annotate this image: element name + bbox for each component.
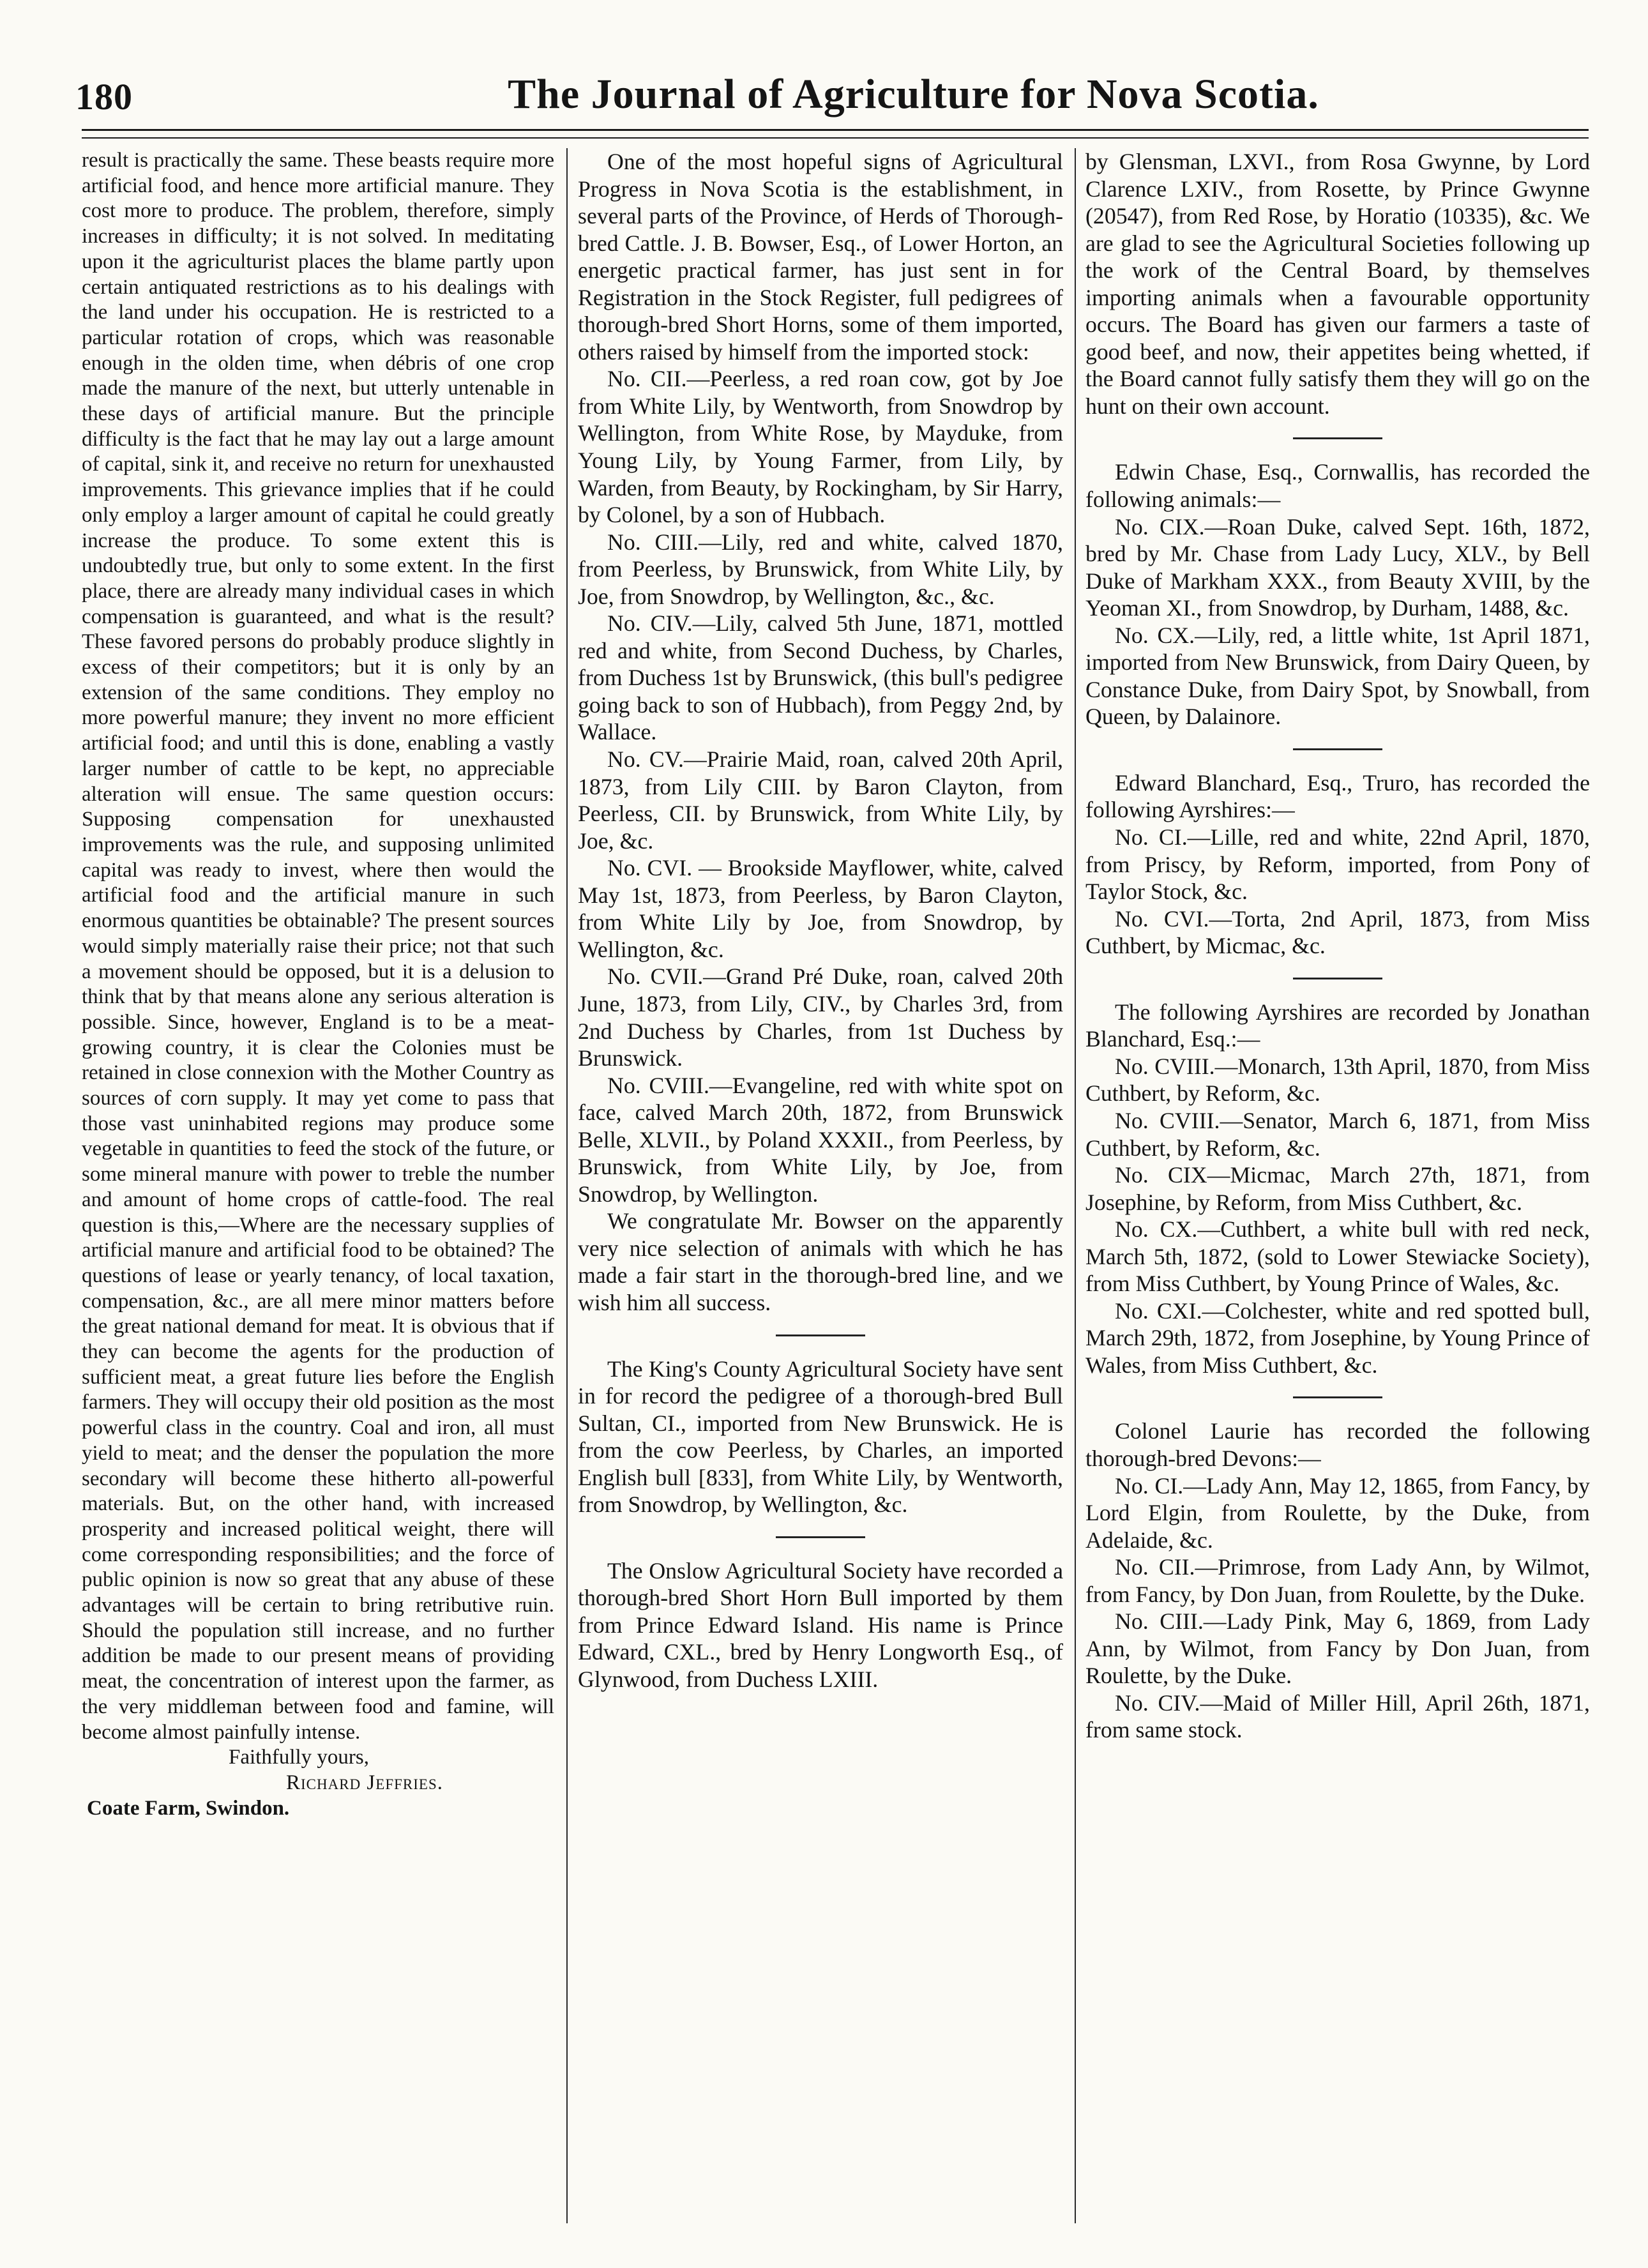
paragraph: The King's County Agricultural Society have sent in for record the pedigree of a thorough-bred Bull Sultan, CI., imported from New Brunswick. He is from the cow Peerless, by Charles, an imported English bull [833], from White Lily, by Wentworth, from Snowdrop, by Wellington, &c. bbox=[578, 1356, 1063, 1518]
letter-closing: Faithfully yours, bbox=[229, 1746, 369, 1769]
pedigree-entry: No. CVI.—Torta, 2nd April, 1873, from Miss Cuthbert, by Micmac, &c. bbox=[1085, 905, 1590, 959]
column-right bbox=[1085, 148, 1590, 2230]
pedigree-entry: No. CI.—Lady Ann, May 12, 1865, from Fancy, by Lord Elgin, from Roulette, by the Duke, from Adelaide, &c. bbox=[1085, 1472, 1590, 1553]
pedigree-entry: No. CIII.—Lily, red and white, calved 1870, from Peerless, by Brunswick, from White Lily, by Joe, from Snowdrop, by Wellington, &c., &c. bbox=[578, 529, 1063, 609]
pedigree-entry: No. CV.—Prairie Maid, roan, calved 20th April, 1873, from Lily CIII. by Baron Clayton, from Peerless, CII. by Brunswick, from White Lily, by Joe, &c. bbox=[578, 746, 1063, 854]
letter-place: Coate Farm, Swindon. bbox=[87, 1796, 290, 1820]
column-divider-left bbox=[566, 148, 568, 2223]
page-number: 180 bbox=[75, 76, 133, 117]
paragraph: Edward Blanchard, Esq., Truro, has recorded the following Ayrshires:— bbox=[1085, 769, 1590, 823]
pedigree-entry: No. CIX—Micmac, March 27th, 1871, from Josephine, by Reform, from Miss Cuthbert, &c. bbox=[1085, 1162, 1590, 1215]
pedigree-entry: No. CXI.—Colchester, white and red spotted bull, March 29th, 1872, from Josephine, by Young Prince of Wales, from Miss Cuthbert, &c. bbox=[1085, 1297, 1590, 1378]
paragraph: We congratulate Mr. Bowser on the apparently very nice selection of animals with which he has made a fair start in the thorough-bred line, and we wish him all success. bbox=[578, 1208, 1063, 1315]
pedigree-entry: No. CX.—Cuthbert, a white bull with red neck, March 5th, 1872, (sold to Lower Stewiacke Society), from Miss Cuthbert, by Young Prince of Wales, &c. bbox=[1085, 1216, 1590, 1297]
pedigree-entry: No. CI.—Lille, red and white, 22nd April, 1870, from Priscy, by Reform, imported, from Pony of Taylor Stock, &c. bbox=[1085, 824, 1590, 905]
pedigree-entry: No. CVIII.—Evangeline, red with white spot on face, calved March 20th, 1872, from Brunswick Belle, XLVII., by Poland XXXII., from Peerless, by Brunswick, from White Lily, by Joe, from Snowdrop, by Wellington. bbox=[578, 1072, 1063, 1207]
pedigree-entry: No. CIV.—Maid of Miller Hill, April 26th, 1871, from same stock. bbox=[1085, 1690, 1590, 1743]
pedigree-entry: No. CX.—Lily, red, a little white, 1st April 1871, imported from New Brunswick, from Dairy Queen, by Constance Duke, from Dairy Spot, by Snowball, from Queen, by Dalainore. bbox=[1085, 622, 1590, 730]
section-rule bbox=[1293, 1396, 1382, 1398]
pedigree-entry: No. CVIII.—Monarch, 13th April, 1870, from Miss Cuthbert, by Reform, &c. bbox=[1085, 1053, 1590, 1107]
section-rule bbox=[1293, 437, 1382, 439]
section-rule bbox=[1293, 978, 1382, 979]
pedigree-entry: No. CVIII.—Senator, March 6, 1871, from Miss Cuthbert, by Reform, &c. bbox=[1085, 1107, 1590, 1161]
paragraph: Colonel Laurie has recorded the following thorough-bred Devons:— bbox=[1085, 1418, 1590, 1471]
letter-signature: Richard Jeffries. bbox=[286, 1771, 443, 1794]
letter-body: result is practically the same. These beasts require more artificial food, and hence more artificial manure. They cost more to produce. The problem, therefore, simply increases in difficulty; it is not solved. In meditating upon it the agriculturist places the blame partly upon certain antiquated restrictions as to his dealings with the land under his occupation. He is restricted to a particular rotation of crops, which was reasonable enough in the olden time, when débris of one crop made the manure of the next, but utterly untenable in these days of artificial manure. But the principle difficulty is the fact that he may lay out a large amount of capital, sink it, and receive no return for unexhausted improvements. This grievance implies that if he could only employ a larger amount of capital he could greatly increase the produce. To some extent this is undoubtedly true, but only to some extent. In the first place, there are already many individual cases in which compensation is guaranteed, and what is the result? These favored persons do probably produce slightly in excess of their competitors; but it is only by an extension of the same conditions. They employ no more powerful manure; they invent no more efficient artificial food; and until this is done, enabling a vastly larger number of cattle to be kept, no appreciable alteration will ensue. The same question occurs: Supposing compensation for unexhausted improvements was the rule, and supposing unlimited capital was ready to invest, where then would the artificial food and the artificial manure in such enormous quantities be obtainable? The present sources would simply materially raise their price; not that such a movement should be opposed, but it is a delusion to think that by that means alone any serious alteration is possible. Since, however, England is to be a meat-growing country, it is clear the Colonies must be retained in close connexion with the Mother Country as sources of corn supply. It may yet come to pass that those vast uninhabited regions may produce some vegetable in quantities to feed the stock of the future, or some mineral manure with power to treble the number and amount of home crops of cattle-food. The real question is this,—Where are the necessary supplies of artificial manure and artificial food to be obtained? The questions of lease or yearly tenancy, of local taxation, compensation, &c., are all mere minor matters before the great national demand for meat. It is obvious that if they can become the agents for the production of sufficient meat, a great future lies before the English farmers. They will occupy their old position as the most powerful class in the country. Coal and iron, all must yield to meat; and the denser the population the more secondary will become these hitherto all-powerful materials. But, on the other hand, with increased prosperity and increased political weight, there will come corresponding responsibilities; and the force of public opinion is now so great that any abuse of these advantages will be certain to bring retributive ruin. Should the population still increase, and no further addition be made to our present means of providing meat, the concentration of interest upon the farmer, as the very middleman between food and famine, will become almost painfully intense. bbox=[82, 149, 554, 1744]
section-rule bbox=[776, 1536, 865, 1538]
journal-title: The Journal of Agriculture for Nova Scotia. bbox=[508, 71, 1319, 117]
pedigree-entry: No. CIV.—Lily, calved 5th June, 1871, mottled red and white, from Second Duchess, by Charles, from Duchess 1st by Brunswick, (this bull's pedigree going back to son of Hubbach), from Peggy 2nd, by Wallace. bbox=[578, 610, 1063, 745]
paragraph: Edwin Chase, Esq., Cornwallis, has recorded the following animals:— bbox=[1085, 459, 1590, 513]
section-rule bbox=[776, 1334, 865, 1336]
column-divider-right bbox=[1075, 148, 1076, 2223]
paragraph: The Onslow Agricultural Society have recorded a thorough-bred Short Horn Bull imported by them from Prince Edward Island. His name is Prince Edward, CXL., bred by Henry Longworth Esq., of Glynwood, from Duchess LXIII. bbox=[578, 1557, 1063, 1692]
pedigree-entry: No. CVII.—Grand Pré Duke, roan, calved 20th June, 1873, from Lily, CIV., by Charles 3rd, from 2nd Duchess by Charles, from 1st Duchess by Brunswick. bbox=[578, 964, 1063, 1071]
pedigree-entry: No. CIII.—Lady Pink, May 6, 1869, from Lady Ann, by Wilmot, from Fancy by Don Juan, from Roulette, by the Duke. bbox=[1085, 1608, 1590, 1689]
column-left bbox=[82, 148, 554, 2230]
pedigree-entry: No. CVI. — Brookside Mayflower, white, calved May 1st, 1873, from Peerless, by Baron Clayton, from White Lily by Joe, from Snowdrop, by Wellington, &c. bbox=[578, 855, 1063, 962]
section-rule bbox=[1293, 748, 1382, 750]
paragraph: One of the most hopeful signs of Agricultural Progress in Nova Scotia is the establishment, in several parts of the Province, of Herds of Thorough-bred Cattle. J. B. Bowser, Esq., of Lower Horton, an energetic practical farmer, has just sent in for Registration in the Stock Register, full pedigrees of thorough-bred Short Horns, some of them imported, others raised by himself from the imported stock: bbox=[578, 149, 1063, 365]
header-rule bbox=[82, 129, 1589, 139]
pedigree-entry: No. CII.—Primrose, from Lady Ann, by Wilmot, from Fancy, by Don Juan, from Roulette, by the Duke. bbox=[1085, 1554, 1590, 1607]
paragraph: by Glensman, LXVI., from Rosa Gwynne, by Lord Clarence LXIV., from Rosette, by Prince Gwynne (20547), from Red Rose, by Horatio (10335), &c. We are glad to see the Agricultural Societies following up the work of the Central Board, by themselves importing animals when a favourable opportunity occurs. The Board has given our farmers a taste of good beef, and now, their appetites being whetted, if the Board cannot fully satisfy them they will go on the hunt on their own account. bbox=[1085, 149, 1590, 419]
column-middle bbox=[578, 148, 1063, 2230]
pedigree-entry: No. CII.—Peerless, a red roan cow, got by Joe from White Lily, by Wentworth, from Snowdrop by Wellington, from White Rose, by Mayduke, from Young Lily, by Young Farmer, from Lily, by Warden, from Beauty, by Rockingham, by Sir Harry, by Colonel, by a son of Hubbach. bbox=[578, 366, 1063, 528]
pedigree-entry: No. CIX.—Roan Duke, calved Sept. 16th, 1872, bred by Mr. Chase from Lady Lucy, XLV., by Bell Duke of Markham XXX., from Beauty XVIII, by the Yeoman XI., from Snowdrop, by Durham, 1488, &c. bbox=[1085, 513, 1590, 621]
paragraph: The following Ayrshires are recorded by Jonathan Blanchard, Esq.:— bbox=[1085, 999, 1590, 1052]
